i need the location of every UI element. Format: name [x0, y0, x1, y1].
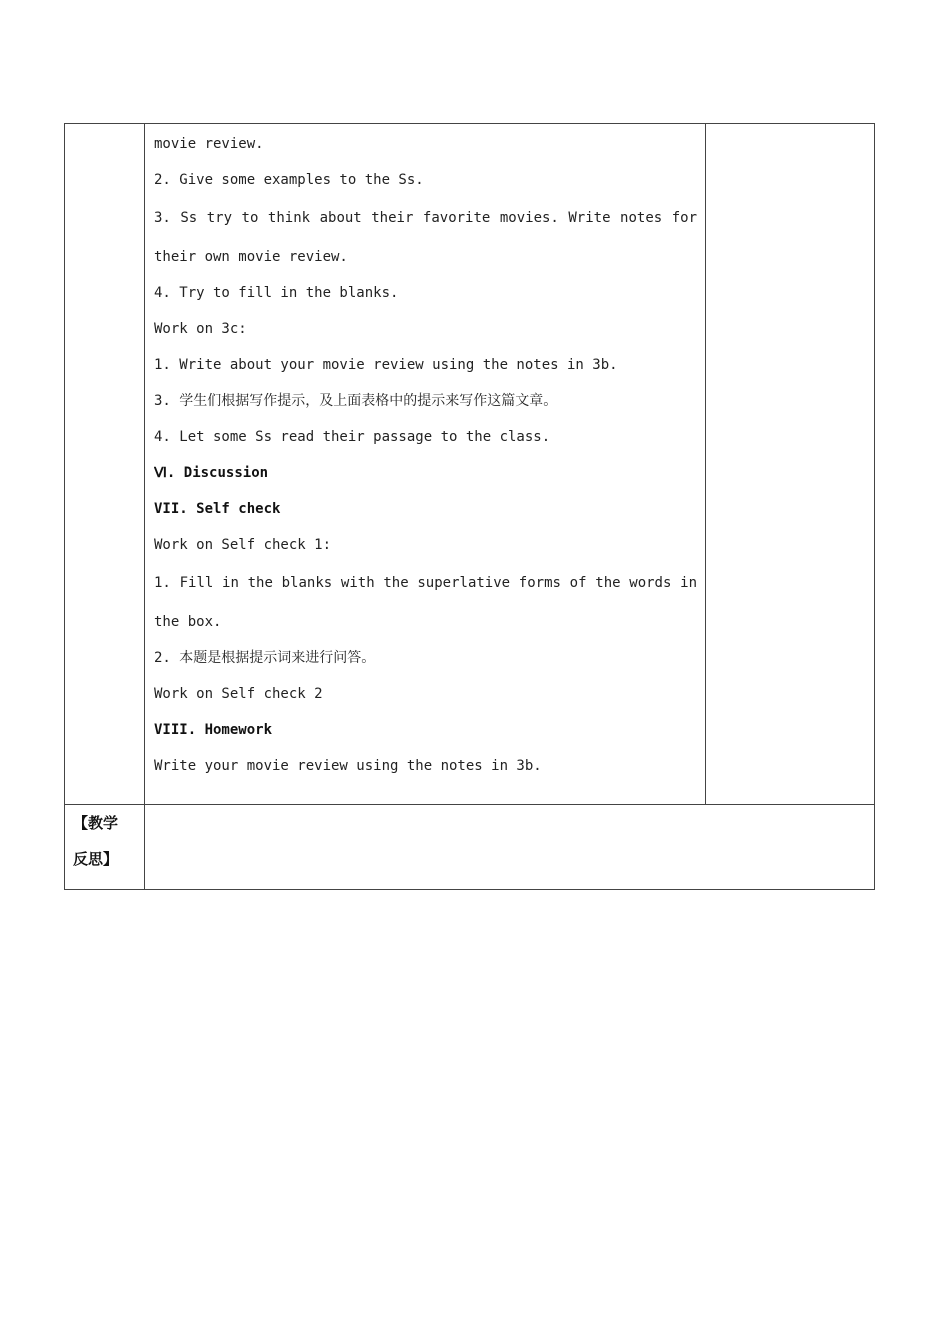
notes-cell-empty	[706, 124, 875, 805]
reflection-label-line2: 反思】	[73, 850, 119, 868]
procedure-line: 2. 本题是根据提示词来进行问答。	[154, 650, 376, 666]
label-cell-empty	[65, 124, 145, 805]
reflection-content-cell	[145, 805, 875, 890]
procedure-line: 1. Write about your movie review using the notes in 3b.	[154, 357, 618, 373]
reflection-row	[65, 805, 875, 890]
lesson-plan-table	[64, 123, 875, 890]
procedure-line: 3. Ss try to think about their favorite movies. Write notes for	[154, 210, 697, 226]
procedure-lines	[154, 126, 697, 784]
procedure-line: Write your movie review using the notes in 3b.	[154, 758, 542, 774]
procedure-line: 1. Fill in the blanks with the superlative forms of the words in	[154, 575, 697, 591]
reflection-label-cell	[65, 805, 145, 890]
procedure-line: their own movie review.	[154, 249, 348, 265]
procedure-line: Work on Self check 1:	[154, 537, 332, 553]
procedure-line: the box.	[154, 614, 222, 630]
procedure-line: 2. Give some examples to the Ss.	[154, 172, 424, 188]
procedure-content-cell	[145, 124, 706, 805]
reflection-label-line1: 【教学	[73, 814, 119, 832]
procedure-line: movie review.	[154, 136, 264, 152]
procedure-line: 3. 学生们根据写作提示，及上面表格中的提示来写作这篇文章。	[154, 393, 558, 409]
procedure-line: 4. Try to fill in the blanks.	[154, 285, 399, 301]
procedure-line: Work on Self check 2	[154, 686, 323, 702]
section-heading: Ⅵ. Discussion	[154, 465, 269, 481]
procedure-line: Work on 3c:	[154, 321, 247, 337]
section-heading: VII. Self check	[154, 501, 281, 517]
procedure-row	[65, 124, 875, 805]
section-heading: VIII. Homework	[154, 722, 273, 738]
procedure-line: 4. Let some Ss read their passage to the class.	[154, 429, 551, 445]
